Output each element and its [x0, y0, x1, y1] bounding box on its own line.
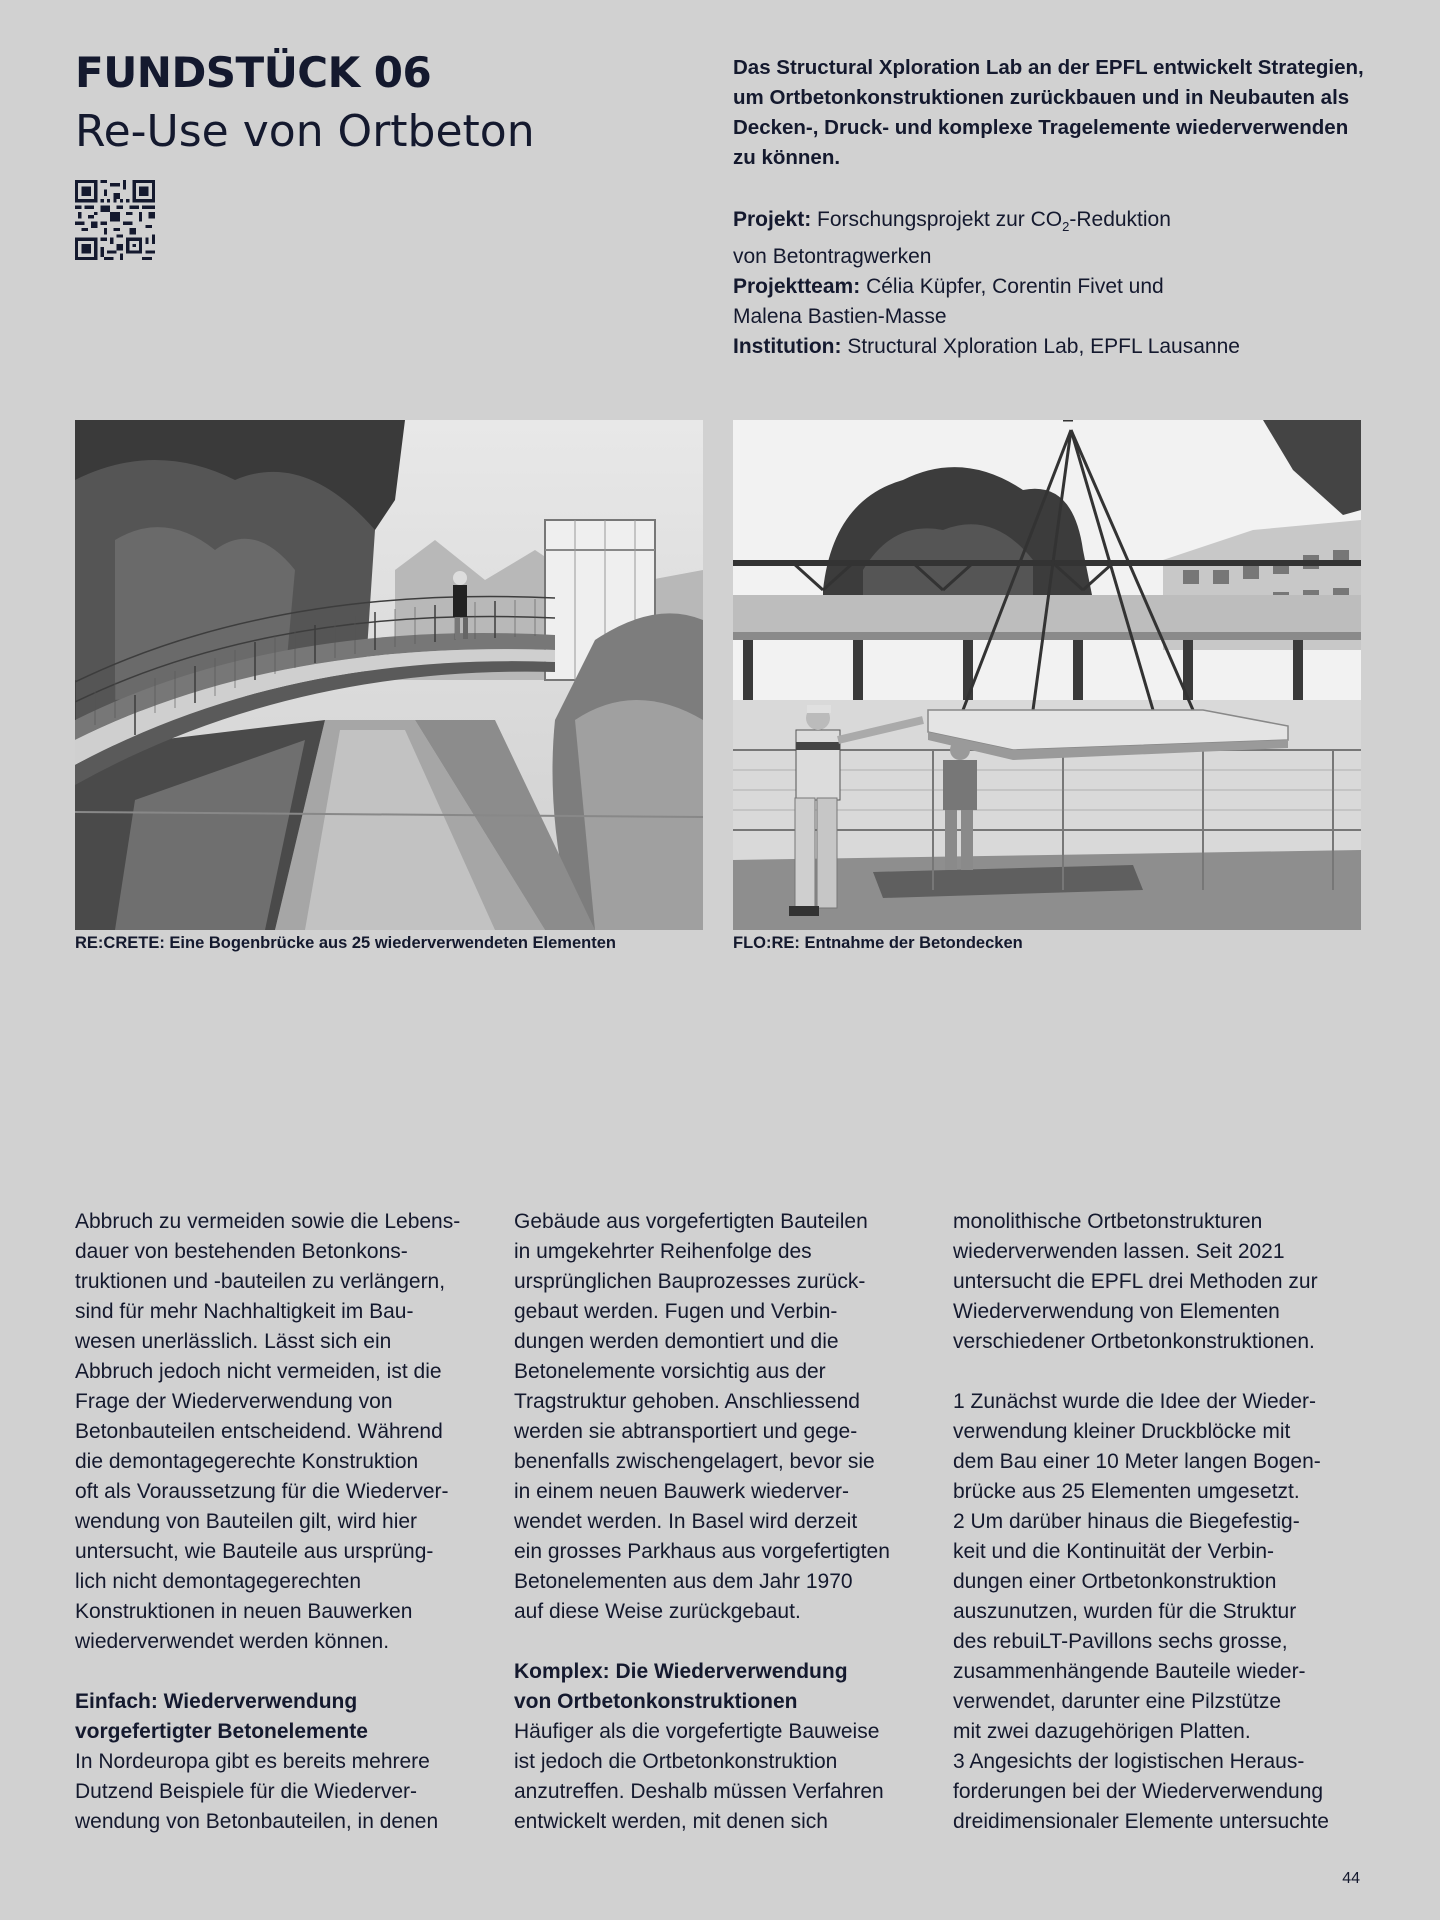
body-line: 2 Um darüber hinaus die Biegefestig-: [953, 1510, 1300, 1533]
body-line: dungen werden demontiert und die: [514, 1330, 839, 1353]
project-meta: [733, 205, 1373, 362]
body-line: gebaut werden. Fugen und Verbin-: [514, 1300, 838, 1323]
body-line: wesen unerlässlich. Lässt sich ein: [75, 1330, 392, 1353]
body-line: zusammenhängende Bauteile wieder-: [953, 1660, 1306, 1683]
body-line: lich nicht demontagegerechten: [75, 1570, 362, 1593]
paragraph-gap: [953, 1357, 1373, 1387]
body-line: dreidimensionaler Elemente untersuchte: [953, 1810, 1329, 1833]
page-title: FUNDSTÜCK 06: [75, 48, 432, 97]
body-line: ursprünglichen Bauprozesses zurück-: [514, 1270, 866, 1293]
section-heading: Einfach: Wiederverwendung: [75, 1690, 358, 1713]
body-line: dem Bau einer 10 Meter langen Bogen-: [953, 1450, 1321, 1473]
institution-label: Institution:: [733, 335, 842, 359]
project-value-line2: von Betontragwerken: [733, 245, 932, 269]
body-line: verwendung kleiner Druckblöcke mit: [953, 1420, 1291, 1443]
project-row: [733, 205, 1373, 242]
institution-value: Structural Xploration Lab, EPFL Lausanne: [847, 335, 1240, 359]
paragraph-gap: [75, 1657, 495, 1687]
caption-slab-lifting: FLO:RE: Entnahme der Betondecken: [733, 934, 1023, 952]
body-line: keit und die Kontinuität der Verbin-: [953, 1540, 1275, 1563]
body-line: auf diese Weise zurückgebaut.: [514, 1600, 801, 1623]
text-column-1: [75, 1207, 495, 1837]
section-heading: Komplex: Die Wiederverwendung: [514, 1660, 848, 1683]
body-line: dungen einer Ortbetonkonstruktion: [953, 1570, 1277, 1593]
body-line: in einem neuen Bauwerk wiederver-: [514, 1480, 850, 1503]
body-line: wendung von Bauteilen gilt, wird hier: [75, 1510, 418, 1533]
caption-arch-bridge: RE:CRETE: Eine Bogenbrücke aus 25 wiederverwendeten Elementen: [75, 934, 616, 952]
body-line: auszunutzen, wurden für die Struktur: [953, 1600, 1297, 1623]
body-line: Frage der Wiederverwendung von: [75, 1390, 393, 1413]
body-line: Betonelemente vorsichtig aus der: [514, 1360, 826, 1383]
body-line: Dutzend Beispiele für die Wiederver-: [75, 1780, 417, 1803]
team-value: Célia Küpfer, Corentin Fivet und: [866, 275, 1164, 299]
project-value-cont: -Reduktion: [1069, 208, 1171, 231]
body-line: In Nordeuropa gibt es bereits mehrere: [75, 1750, 430, 1773]
body-line: dauer von bestehenden Betonkons-: [75, 1240, 408, 1263]
section-heading: von Ortbetonkonstruktionen: [514, 1690, 798, 1713]
page-subtitle: Re-Use von Ortbeton: [75, 106, 535, 157]
body-line: Gebäude aus vorgefertigten Bauteilen: [514, 1210, 868, 1233]
body-line: wiederverwenden lassen. Seit 2021: [953, 1240, 1285, 1263]
body-line: Betonelementen aus dem Jahr 1970: [514, 1570, 853, 1593]
body-line: anzutreffen. Deshalb müssen Verfahren: [514, 1780, 884, 1803]
project-subscript: 2: [1062, 219, 1070, 235]
body-line: truktionen und -bauteilen zu verlängern,: [75, 1270, 446, 1293]
body-line: des rebuiLT-Pavillons sechs grosse,: [953, 1630, 1288, 1653]
team-row: [733, 272, 1373, 302]
body-line: Häufiger als die vorgefertigte Bauweise: [514, 1720, 880, 1743]
photo-arch-bridge: [75, 420, 703, 930]
institution-row: [733, 332, 1373, 362]
body-line: wendung von Betonbauteilen, in denen: [75, 1810, 439, 1833]
photo-slab-lifting: [733, 420, 1361, 930]
body-line: wiederverwendet werden können.: [75, 1630, 390, 1653]
body-line: verwendet, darunter eine Pilzstütze: [953, 1690, 1282, 1713]
body-line: 3 Angesichts der logistischen Heraus-: [953, 1750, 1305, 1773]
body-line: verschiedener Ortbetonkonstruktionen.: [953, 1330, 1315, 1353]
body-line: sind für mehr Nachhaltigkeit im Bau-: [75, 1300, 414, 1323]
body-line: untersucht die EPFL drei Methoden zur: [953, 1270, 1318, 1293]
body-line: Abbruch zu vermeiden sowie die Lebens-: [75, 1210, 461, 1233]
body-line: ist jedoch die Ortbetonkonstruktion: [514, 1750, 838, 1773]
body-line: werden sie abtransportiert und gege-: [514, 1420, 858, 1443]
body-line: benenfalls zwischengelagert, bevor sie: [514, 1450, 875, 1473]
body-line: in umgekehrter Reihenfolge des: [514, 1240, 812, 1263]
intro-text: Das Structural Xploration Lab an der EPFL entwickelt Strategien, um Ortbetonkonstruktionen zurückbauen und in Neubauten als Decken-, Druck- und komplexe Tragelemente wiederverwenden zu können.: [733, 56, 1364, 169]
qr-code-icon[interactable]: [75, 180, 155, 260]
page-number: 44: [1342, 1870, 1360, 1887]
body-line: 1 Zunächst wurde die Idee der Wieder-: [953, 1390, 1317, 1413]
body-line: forderungen bei der Wiederverwendung: [953, 1780, 1324, 1803]
body-line: Konstruktionen in neuen Bauwerken: [75, 1600, 413, 1623]
body-line: oft als Voraussetzung für die Wiederver-: [75, 1480, 449, 1503]
project-value: Forschungsprojekt zur CO: [817, 208, 1063, 231]
project-label: Projekt:: [733, 208, 812, 231]
body-line: monolithische Ortbetonstrukturen: [953, 1210, 1263, 1233]
body-line: mit zwei dazugehörigen Platten.: [953, 1720, 1251, 1743]
team-value-line2: Malena Bastien-Masse: [733, 305, 947, 329]
body-line: brücke aus 25 Elementen umgesetzt.: [953, 1480, 1300, 1503]
text-column-3: [953, 1207, 1373, 1837]
body-line: Abbruch jedoch nicht vermeiden, ist die: [75, 1360, 442, 1383]
body-line: wendet werden. In Basel wird derzeit: [514, 1510, 858, 1533]
body-line: entwickelt werden, mit denen sich: [514, 1810, 828, 1833]
team-label: Projektteam:: [733, 275, 861, 299]
body-line: Betonbauteilen entscheidend. Während: [75, 1420, 443, 1443]
body-line: die demontagegerechte Konstruktion: [75, 1450, 419, 1473]
body-line: ein grosses Parkhaus aus vorgefertigten: [514, 1540, 890, 1563]
body-line: untersucht, wie Bauteile aus ursprüng-: [75, 1540, 434, 1563]
body-line: Tragstruktur gehoben. Anschliessend: [514, 1390, 860, 1413]
text-column-2: [514, 1207, 934, 1837]
paragraph-gap: [514, 1627, 934, 1657]
section-heading: vorgefertigter Betonelemente: [75, 1720, 368, 1743]
body-line: Wiederverwendung von Elementen: [953, 1300, 1280, 1323]
